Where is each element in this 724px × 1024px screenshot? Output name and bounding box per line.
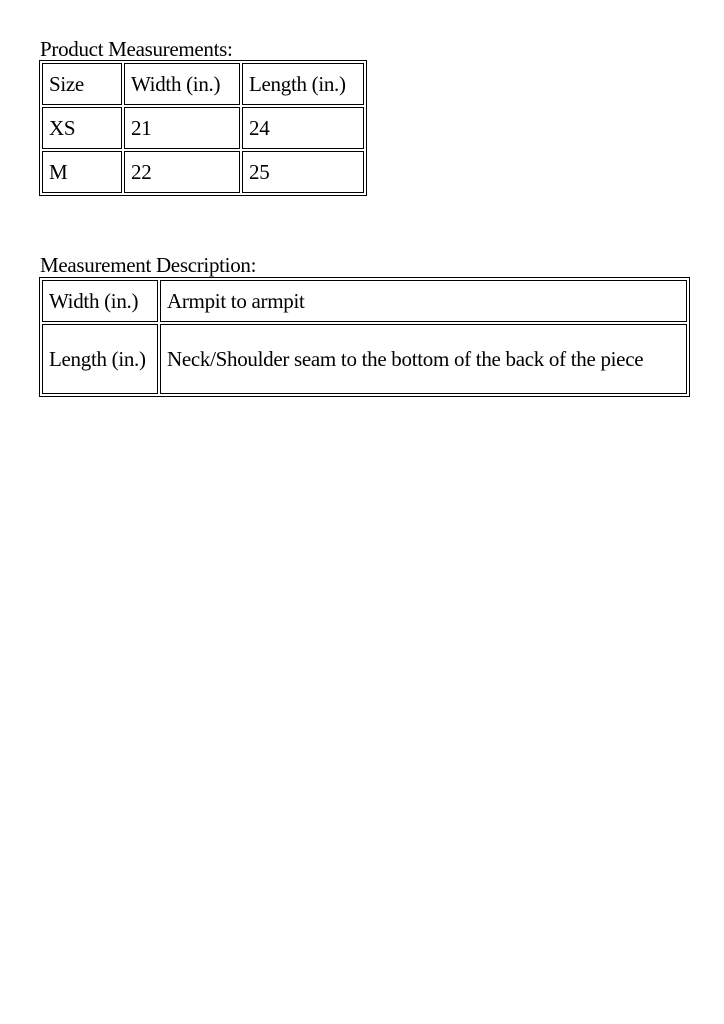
cell-size: M [42,151,122,193]
cell-length: 25 [242,151,364,193]
measurement-description-table [39,277,690,397]
product-measurements-title: Product Measurements: [40,37,233,61]
cell-measurement-label: Width (in.) [42,280,158,322]
cell-length: 24 [242,107,364,149]
product-measurements-table [39,60,367,196]
table-row [42,280,687,322]
header-length: Length (in.) [242,63,364,105]
measurement-description-title: Measurement Description: [40,253,257,277]
table-row [42,324,687,394]
cell-width: 22 [124,151,240,193]
table-header-row [42,63,364,105]
header-width: Width (in.) [124,63,240,105]
table-row [42,151,364,193]
table-row [42,107,364,149]
header-size: Size [42,63,122,105]
cell-width: 21 [124,107,240,149]
cell-size: XS [42,107,122,149]
cell-measurement-description: Neck/Shoulder seam to the bottom of the back of the piece [160,324,687,394]
cell-measurement-label: Length (in.) [42,324,158,394]
cell-measurement-description: Armpit to armpit [160,280,687,322]
